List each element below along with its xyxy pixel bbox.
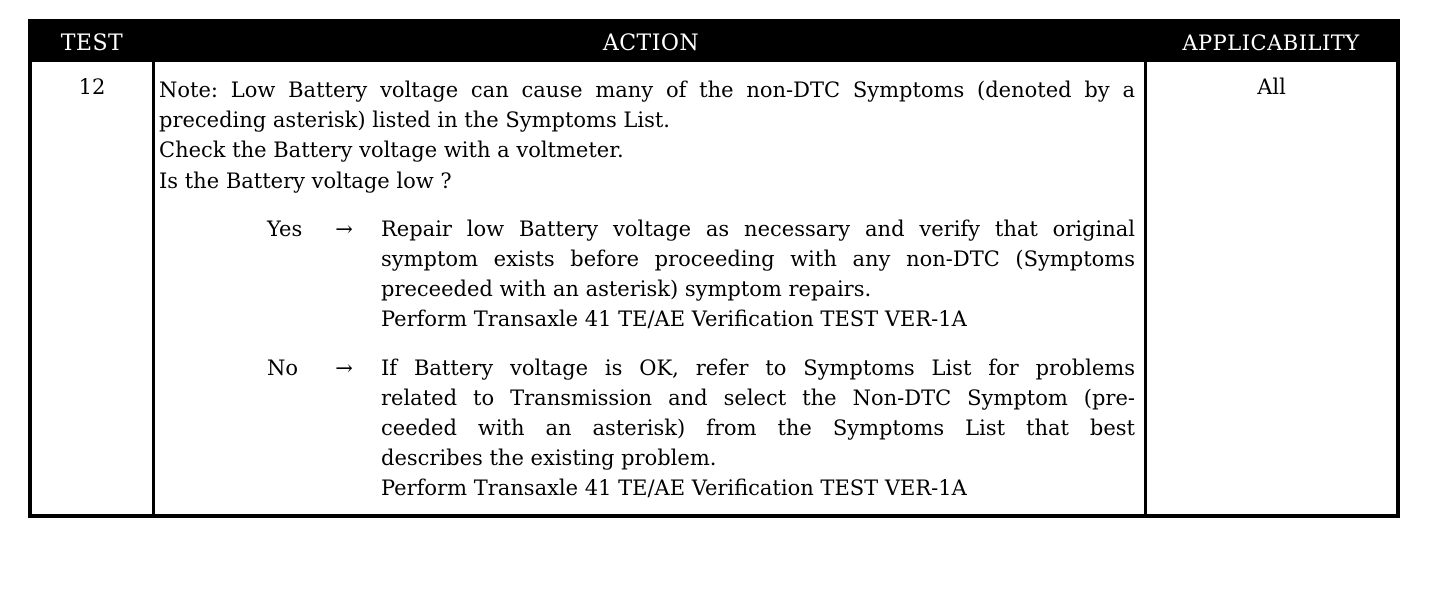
branch-text-no	[381, 353, 1135, 504]
branch-text-yes	[381, 214, 1135, 335]
branch-line: Repair low Battery voltage as necessary and verify that original	[381, 216, 1135, 241]
header-test: TEST	[60, 31, 124, 56]
branch-line: symptom exists before proceeding with any non-DTC (Symptoms	[381, 247, 1135, 272]
branch-label-yes: Yes	[267, 216, 303, 241]
branch-line: related to Transmission and select the Non-DTC Symptom (pre-	[381, 385, 1135, 410]
applicability-value: All	[1257, 75, 1286, 99]
intro-line: Is the Battery voltage low ?	[159, 168, 452, 193]
intro-line: Note: Low Battery voltage can cause many of the non-DTC Symptoms (denoted by a	[159, 78, 1135, 102]
intro-line: Check the Battery voltage with a voltmeter.	[159, 138, 624, 163]
branch-line: If Battery voltage is OK, refer to Symptoms List for problems	[381, 355, 1135, 380]
branch-line: ceeded with an asterisk) from the Symptoms List that best	[381, 416, 1135, 441]
table-header-row	[32, 23, 1396, 62]
header-action: ACTION	[602, 31, 700, 56]
branch-line: describes the existing problem.	[381, 446, 717, 471]
branch-label-no: No	[267, 355, 299, 380]
branch-line: Perform Transaxle 41 TE/AE Verification TEST VER-1A	[381, 476, 967, 501]
branch-line: Perform Transaxle 41 TE/AE Verification TEST VER-1A	[381, 307, 967, 332]
right-arrow-icon: →	[335, 216, 353, 241]
intro-line: preceding asterisk) listed in the Symptoms List.	[159, 108, 670, 133]
column-divider-applicability	[1144, 62, 1147, 518]
branch-yes	[267, 214, 1135, 335]
header-applicability: APPLICABILITY	[1182, 31, 1360, 55]
action-cell	[159, 75, 1135, 504]
test-number: 12	[78, 75, 106, 99]
diagnostic-test-table	[28, 19, 1400, 518]
right-arrow-icon: →	[335, 355, 353, 380]
branch-line: preceeded with an asterisk) symptom repairs.	[381, 277, 872, 302]
column-divider-test	[152, 62, 155, 518]
branch-no	[267, 353, 1135, 504]
